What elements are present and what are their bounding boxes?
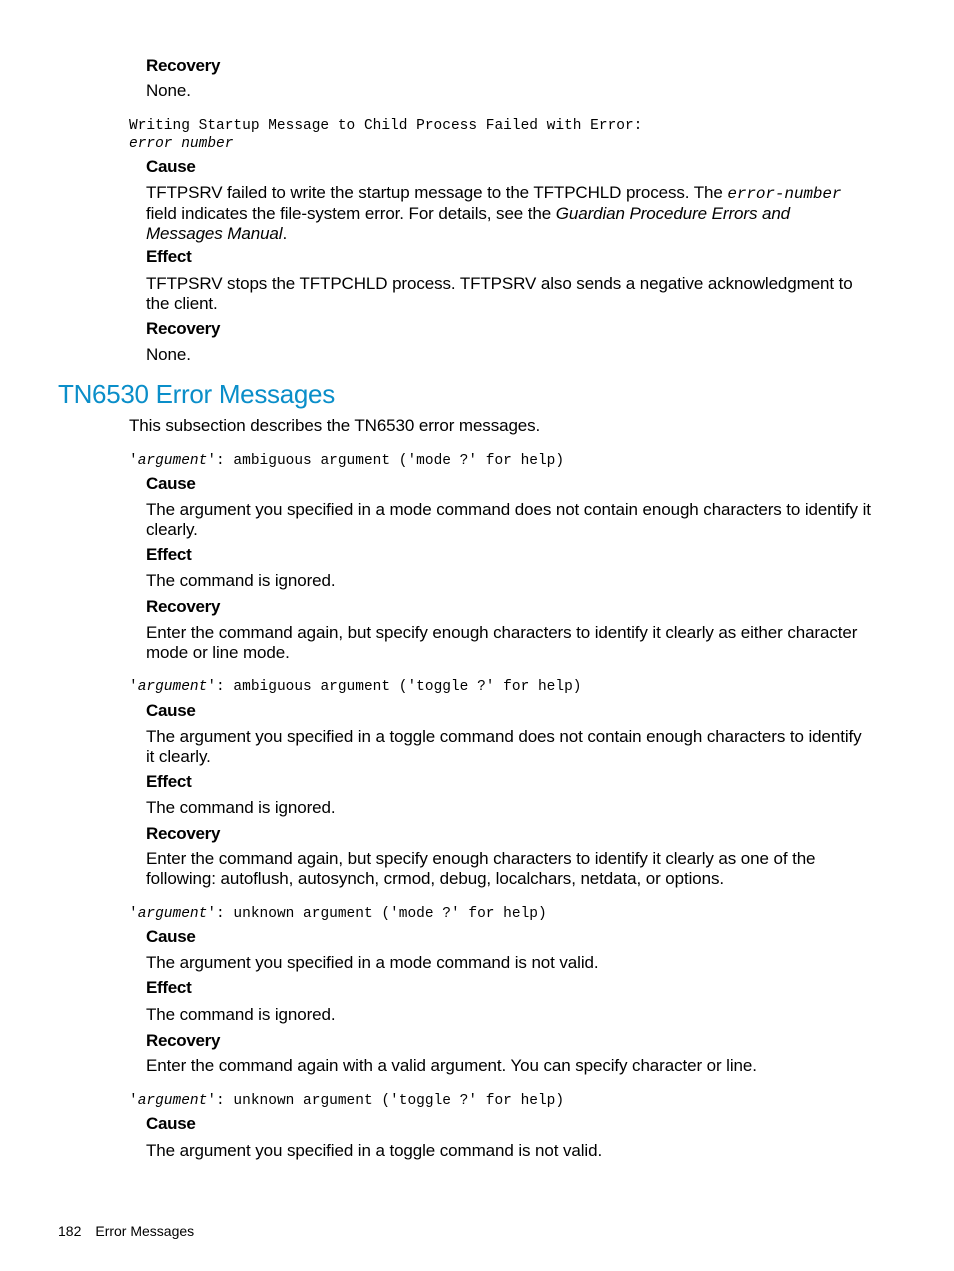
cause-text-part: TFTPSRV failed to write the startup message to the TFTPCHLD process. The — [146, 183, 728, 202]
cause-text-part: . — [282, 224, 288, 243]
recovery-label: Recovery — [146, 597, 221, 616]
quote: ' — [129, 453, 138, 469]
manual-title: Guardian Procedure Errors and Messages Manual — [146, 204, 791, 243]
message-code — [129, 1092, 564, 1110]
cause-label: Cause — [146, 157, 196, 176]
cause-label: Cause — [146, 1114, 196, 1133]
effect-label: Effect — [146, 247, 192, 266]
effect-label: Effect — [146, 545, 192, 564]
footer-section-name: Error Messages — [95, 1223, 195, 1239]
recovery-label: Recovery — [146, 56, 221, 75]
recovery-label: Recovery — [146, 319, 221, 338]
cause-label: Cause — [146, 927, 196, 946]
cause-text — [146, 183, 871, 244]
message-code-rest: ': ambiguous argument ('mode ?' for help) — [207, 453, 565, 469]
effect-text: The command is ignored. — [146, 1005, 336, 1024]
section-intro: This subsection describes the TN6530 error messages. — [129, 416, 541, 435]
message-code-line-2: error number — [129, 136, 234, 152]
message-code-rest: ': ambiguous argument ('toggle ?' for help) — [207, 679, 582, 695]
effect-label: Effect — [146, 978, 192, 997]
recovery-label: Recovery — [146, 824, 221, 843]
cause-label: Cause — [146, 701, 196, 720]
quote: ' — [129, 906, 138, 922]
message-code — [129, 117, 642, 153]
recovery-text: Enter the command again, but specify enough characters to identify it clearly as either character mode or line mode. — [146, 623, 858, 662]
recovery-label: Recovery — [146, 1031, 221, 1050]
cause-code: error-number — [727, 185, 842, 203]
cause-text-part: field indicates the file-system error. For details, see the — [146, 204, 556, 223]
effect-text: TFTPSRV stops the TFTPCHLD process. TFTPSRV also sends a negative acknowledgment to the client. — [146, 274, 853, 313]
cause-text: The argument you specified in a mode command is not valid. — [146, 953, 599, 972]
cause-text: The argument you specified in a toggle command does not contain enough characters to identify it clearly. — [146, 727, 862, 766]
quote: ' — [129, 1093, 138, 1109]
cause-label: Cause — [146, 474, 196, 493]
argument-placeholder: argument — [137, 453, 208, 469]
argument-placeholder: argument — [137, 1093, 208, 1109]
recovery-text: None. — [146, 345, 191, 364]
cause-text: The argument you specified in a toggle command is not valid. — [146, 1141, 603, 1160]
message-code-rest: ': unknown argument ('mode ?' for help) — [207, 906, 547, 922]
recovery-text: Enter the command again, but specify enough characters to identify it clearly as one of the following: autoflush, autosynch, crmod, debug, localchars, netdata, or options. — [146, 849, 816, 888]
message-code — [129, 905, 547, 923]
quote: ' — [129, 679, 138, 695]
effect-label: Effect — [146, 772, 192, 791]
argument-placeholder: argument — [137, 679, 208, 695]
page-footer — [58, 1223, 194, 1239]
recovery-text: Enter the command again with a valid argument. You can specify character or line. — [146, 1056, 757, 1075]
page-number: 182 — [58, 1223, 82, 1239]
recovery-text: None. — [146, 81, 191, 100]
message-code-line-1: Writing Startup Message to Child Process Failed with Error: — [129, 118, 643, 134]
section-title: TN6530 Error Messages — [58, 379, 335, 409]
message-code — [129, 452, 564, 470]
cause-text: The argument you specified in a mode command does not contain enough characters to identify it clearly. — [146, 500, 871, 539]
message-code — [129, 678, 582, 696]
effect-text: The command is ignored. — [146, 571, 336, 590]
effect-text: The command is ignored. — [146, 798, 336, 817]
message-code-rest: ': unknown argument ('toggle ?' for help) — [207, 1093, 565, 1109]
argument-placeholder: argument — [137, 906, 208, 922]
